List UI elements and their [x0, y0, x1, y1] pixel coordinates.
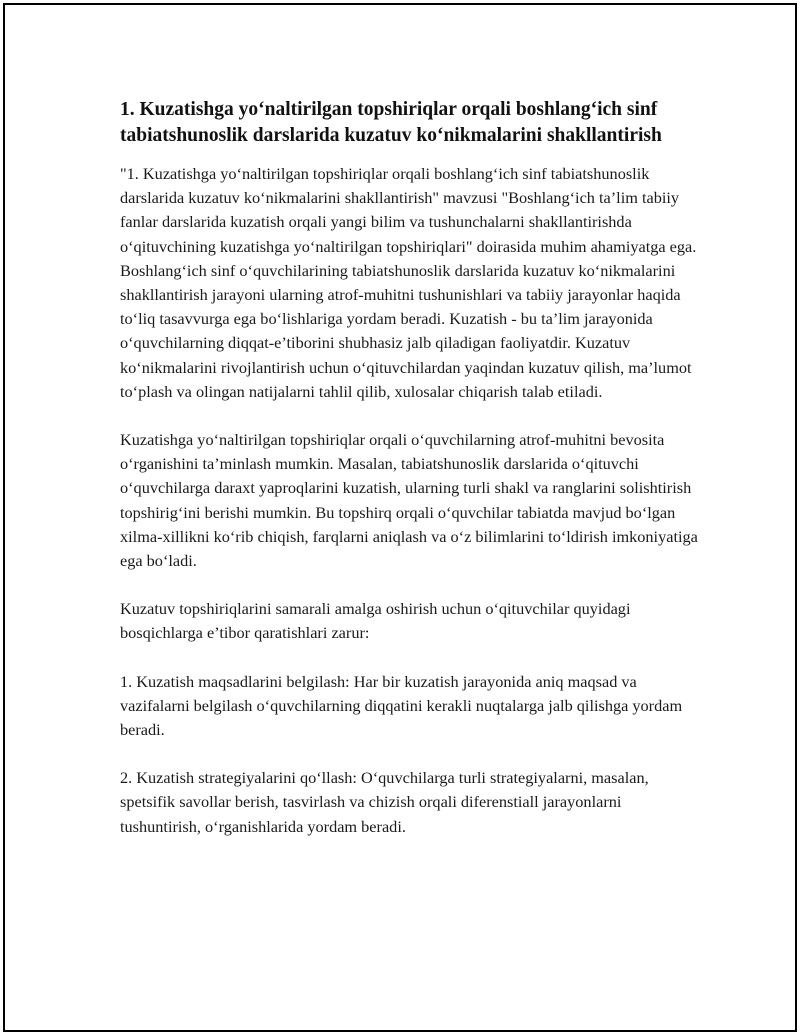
paragraph-observation-tasks: Kuzatishga yo‘naltirilgan topshiriqlar orqali o‘quvchilarning atrof-muhitni bevosita o‘rganishini ta’minlash mumkin. Masalan, tabiatshunoslik darslarida o‘qituvchi o‘quvchilarga daraxt yaproqlarini kuzatish, ularning turli shakl va ranglarini solishtirish topshirig‘ini berishi mumkin. Bu topshirq orqali o‘quvchilar tabiatda mavjud bo‘lgan xilma-xillikni ko‘rib chiqish, farqlarni aniqlash va o‘z bilimlarini to‘ldirish imkoniyatiga ega bo‘ladi.	[120, 430, 698, 571]
list-item-1: 1. Kuzatish maqsadlarini belgilash: Har bir kuzatish jarayonida aniq maqsad va vazifalarni belgilash o‘quvchilarning diqqatini kerakli nuqtalarga jalb qilishga yordam beradi.	[120, 671, 683, 740]
paragraph-stages-intro: Kuzatuv topshiriqlarini samarali amalga oshirish uchun o‘qituvchilar quyidagi bosqichlarga e’tibor qaratishlari zarur:	[120, 599, 631, 643]
section-heading: 1. Kuzatishga yo‘naltirilgan topshiriqlar orqali boshlang‘ich sinf tabiatshunoslik darslarida kuzatuv ko‘nikmalarini shakllantirish	[120, 99, 662, 146]
document-body	[120, 97, 700, 863]
paragraph-intro: "1. Kuzatishga yo‘naltirilgan topshiriqlar orqali boshlang‘ich sinf tabiatshunoslik darslarida kuzatuv ko‘nikmalarini shakllantirish" mavzusi "Boshlang‘ich ta’lim tabiiy fanlar darslarida kuzatish orqali yangi bilim va tushunchalarni shakllantirishda o‘qituvchining kuzatishga yo‘naltirilgan topshiriqlari" doirasida muhim ahamiyatga ega. Boshlang‘ich sinf o‘quvchilarining tabiatshunoslik darslarida kuzatuv ko‘nikmalarini shakllantirish jarayoni ularning atrof-muhitni tushunishlari va tabiiy jarayonlar haqida to‘liq tasavvurga ega bo‘lishlariga yordam beradi. Kuzatish - bu ta’lim jarayonida o‘quvchilarning diqqat-e’tiborini shubhasiz jalb qiladigan faoliyatdir. Kuzatuv ko‘nikmalarini rivojlantirish uchun o‘qituvchilardan yaqindan kuzatuv qilish, ma’lumot to‘plash va olingan natijalarni tahlil qilib, xulosalar chiqarish talab etiladi.	[120, 164, 697, 401]
page-frame	[3, 3, 797, 1032]
list-item-2: 2. Kuzatish strategiyalarini qo‘llash: O‘quvchilarga turli strategiyalarni, masalan, spetsifik savollar berish, tasvirlash va chizish orqali diferenstiall jarayonlarni tushuntirish, o‘rganishlarida yordam beradi.	[120, 768, 649, 836]
